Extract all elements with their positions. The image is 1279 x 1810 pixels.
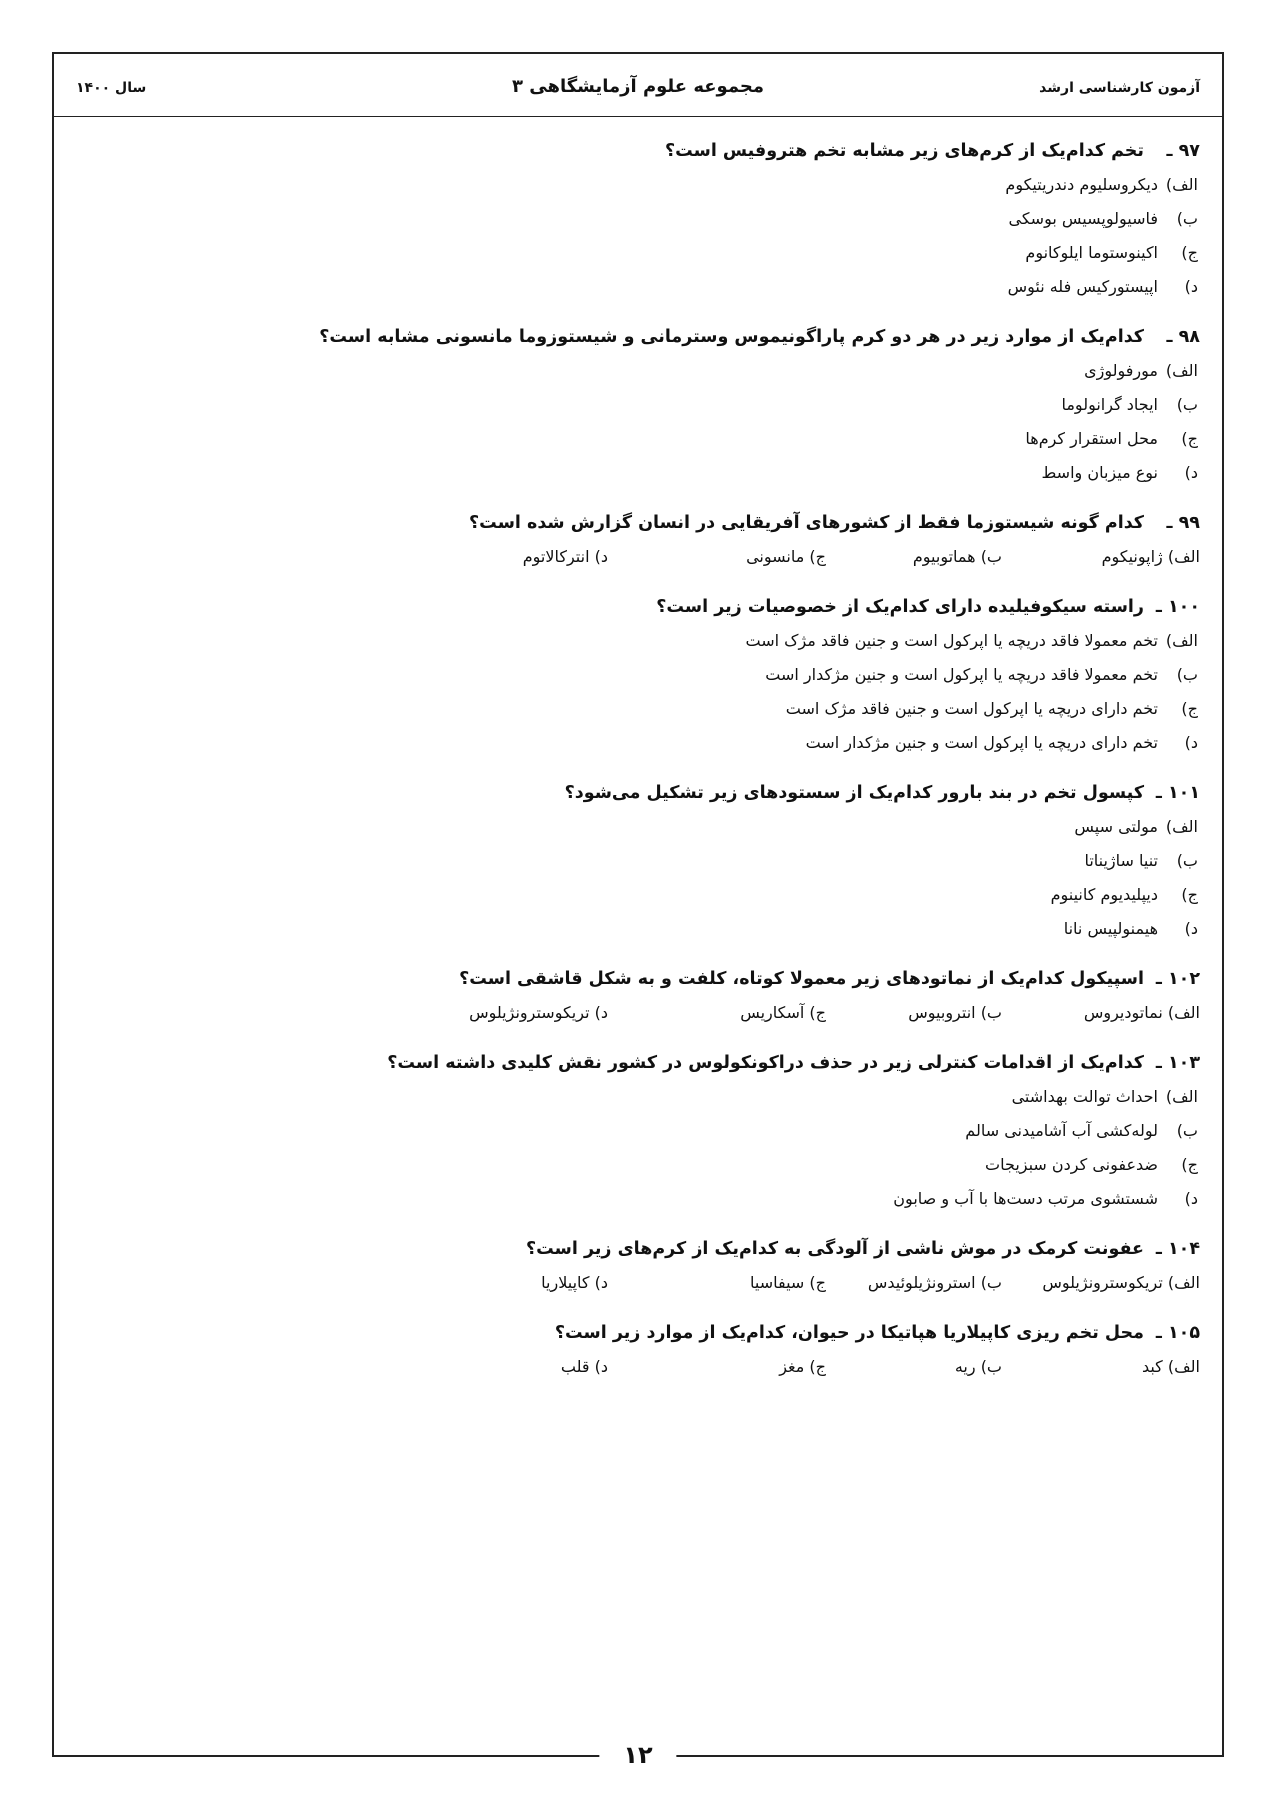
- question-number: ۱۰۴ ـ: [1155, 1239, 1200, 1259]
- question-number: ۹۸ ـ: [1166, 327, 1200, 347]
- option-a[interactable]: الف) ژاپونیکوم: [1101, 547, 1200, 566]
- option-d[interactable]: د)شستشوی مرتب دست‌ها با آب و صابون: [893, 1189, 1198, 1208]
- option-d[interactable]: د) انترکالاتوم: [522, 547, 608, 566]
- options-row: [76, 1350, 1200, 1384]
- option-c[interactable]: ج) مغز: [779, 1357, 826, 1376]
- question-number: ۱۰۲ ـ: [1155, 969, 1200, 989]
- question-100: [76, 590, 1200, 760]
- option-b[interactable]: ب)فاسیولوپسیس بوسکی: [1008, 209, 1198, 228]
- question-102: [76, 962, 1200, 1030]
- question-text: کدام‌یک از موارد زیر در هر دو کرم پاراگونیموس وسترمانی و شیستوزوما مانسونی مشابه است؟: [319, 327, 1144, 347]
- option-c[interactable]: ج) سیفاسیا: [750, 1273, 826, 1292]
- question-number: ۱۰۱ ـ: [1155, 783, 1200, 803]
- question-99: [76, 506, 1200, 574]
- question-text: کپسول تخم در بند بارور کدام‌یک از سستودهای زیر تشکیل می‌شود؟: [564, 783, 1144, 803]
- option-b[interactable]: ب) ریه: [954, 1357, 1002, 1376]
- question-101: [76, 776, 1200, 946]
- option-a[interactable]: الف)مولتی سپس: [1074, 817, 1198, 836]
- page-frame: [52, 52, 1224, 1769]
- option-c[interactable]: ج)تخم دارای دریچه یا اپرکول است و جنین فاقد مژک است: [785, 699, 1198, 718]
- option-c[interactable]: ج) مانسونی: [746, 547, 826, 566]
- option-a[interactable]: الف)احداث توالت بهداشتی: [1011, 1087, 1198, 1106]
- option-a[interactable]: الف)تخم معمولا فاقد دریچه یا اپرکول است و جنین فاقد مژک است: [745, 631, 1198, 650]
- option-d[interactable]: د)هیمنولپیس نانا: [1063, 919, 1198, 938]
- question-103: [76, 1046, 1200, 1216]
- option-a[interactable]: الف) تریکوسترونژیلوس: [1042, 1273, 1200, 1292]
- option-b[interactable]: ب)تخم معمولا فاقد دریچه یا اپرکول است و جنین مژکدار است: [765, 665, 1198, 684]
- option-c[interactable]: ج)محل استقرار کرم‌ها: [1025, 429, 1198, 448]
- option-a[interactable]: الف) نماتودیروس: [1083, 1003, 1200, 1022]
- question-number: ۱۰۳ ـ: [1155, 1053, 1200, 1073]
- option-b[interactable]: ب) استرونژیلوئیدس: [867, 1273, 1002, 1292]
- page-footer: [54, 1741, 1222, 1769]
- option-d[interactable]: د)تخم دارای دریچه یا اپرکول است و جنین مژکدار است: [805, 733, 1198, 752]
- question-text: تخم کدام‌یک از کرم‌های زیر مشابه تخم هتروفیس است؟: [664, 141, 1144, 161]
- question-97: [76, 134, 1200, 304]
- option-d[interactable]: د)اپیستورکیس فله نئوس: [1007, 277, 1198, 296]
- option-d[interactable]: د) کاپیلاریا: [541, 1273, 608, 1292]
- option-d[interactable]: د) قلب: [560, 1357, 608, 1376]
- option-b[interactable]: ب) هماتوبیوم: [912, 547, 1002, 566]
- question-number: ۹۹ ـ: [1166, 513, 1200, 533]
- option-c[interactable]: ج)ضدعفونی کردن سبزیجات: [985, 1155, 1198, 1174]
- option-b[interactable]: ب)لوله‌کشی آب آشامیدنی سالم: [965, 1121, 1198, 1140]
- option-c[interactable]: ج)دیپلیدیوم کانینوم: [1050, 885, 1198, 904]
- question-text: کدام‌یک از اقدامات کنترلی زیر در حذف دراکونکولوس در کشور نقش کلیدی داشته است؟: [387, 1053, 1144, 1073]
- option-d[interactable]: د)نوع میزبان واسط: [1041, 463, 1198, 482]
- option-d[interactable]: د) تریکوسترونژیلوس: [469, 1003, 608, 1022]
- option-a[interactable]: الف)دیکروسلیوم دندریتیکوم: [1005, 175, 1198, 194]
- questions-list: [76, 134, 1200, 1400]
- page-header: [54, 54, 1222, 118]
- question-105: [76, 1316, 1200, 1384]
- option-a[interactable]: الف) کبد: [1141, 1357, 1200, 1376]
- option-a[interactable]: الف)مورفولوژی: [1084, 361, 1198, 380]
- option-c[interactable]: ج) آسکاریس: [740, 1003, 826, 1022]
- option-b[interactable]: ب) انتروبیوس: [908, 1003, 1002, 1022]
- booklet-title: مجموعه علوم آزمایشگاهی ۳: [511, 76, 765, 97]
- question-number: ۹۷ ـ: [1166, 141, 1200, 161]
- option-b[interactable]: ب)تنیا ساژیناتا: [1084, 851, 1198, 870]
- question-number: ۱۰۰ ـ: [1155, 597, 1200, 617]
- options-row: [76, 1266, 1200, 1300]
- question-number: ۱۰۵ ـ: [1155, 1323, 1200, 1343]
- question-text: راسته سیکوفیلیده دارای کدام‌یک از خصوصیات زیر است؟: [656, 597, 1144, 617]
- options-row: [76, 996, 1200, 1030]
- options-row: [76, 540, 1200, 574]
- question-text: کدام گونه شیستوزما فقط از کشورهای آفریقایی در انسان گزارش شده است؟: [469, 513, 1144, 533]
- exam-year: سال ۱۴۰۰: [76, 80, 147, 96]
- option-c[interactable]: ج)اکینوستوما ایلوکانوم: [1025, 243, 1198, 262]
- question-104: [76, 1232, 1200, 1300]
- question-text: محل تخم ریزی کاپیلاریا هپاتیکا در حیوان، کدام‌یک از موارد زیر است؟: [554, 1323, 1144, 1343]
- option-b[interactable]: ب)ایجاد گرانولوما: [1061, 395, 1198, 414]
- page-number: ۱۲: [599, 1741, 676, 1769]
- question-98: [76, 320, 1200, 490]
- question-text: عفونت کرمک در موش ناشی از آلودگی به کدام‌یک از کرم‌های زیر است؟: [526, 1239, 1144, 1259]
- header-divider: [54, 116, 1222, 117]
- question-text: اسپیکول کدام‌یک از نماتودهای زیر معمولا کوتاه، کلفت و به شکل قاشقی است؟: [459, 969, 1144, 989]
- exam-name: آزمون کارشناسی ارشد: [1039, 80, 1200, 96]
